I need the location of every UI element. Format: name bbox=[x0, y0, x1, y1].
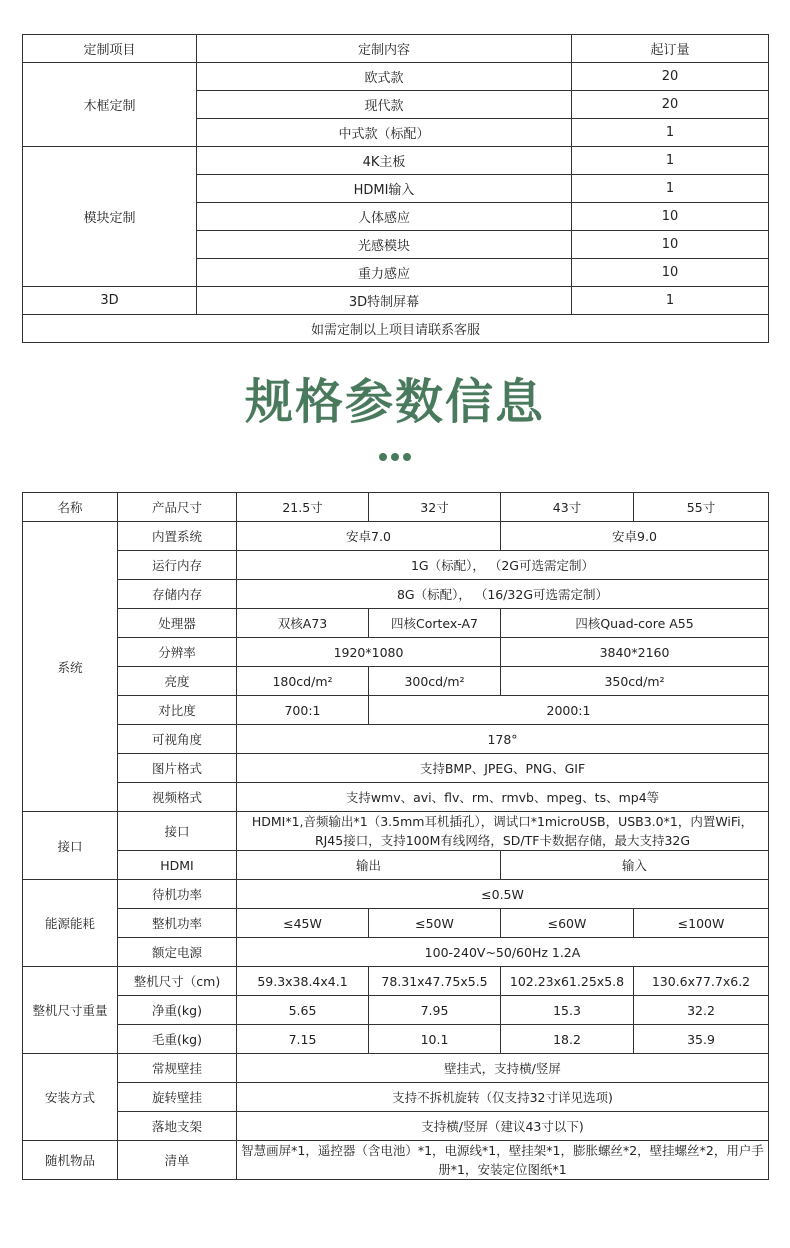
spec-label: 内置系统 bbox=[118, 522, 237, 551]
spec-value: 100-240V~50/60Hz 1.2A bbox=[237, 938, 769, 967]
spec-label: 运行内存 bbox=[118, 551, 237, 580]
spec-value: 支持不拆机旋转（仅支持32寸详见选项) bbox=[237, 1083, 769, 1112]
category-accessories: 随机物品 bbox=[23, 1141, 118, 1180]
spec-value: 10.1 bbox=[369, 1025, 501, 1054]
spec-label: 处理器 bbox=[118, 609, 237, 638]
min-order: 10 bbox=[572, 259, 769, 287]
min-order: 1 bbox=[572, 119, 769, 147]
spec-label: 整机尺寸（cm) bbox=[118, 967, 237, 996]
spec-value: 四核Cortex-A7 bbox=[369, 609, 501, 638]
spec-value: 输入 bbox=[501, 851, 769, 880]
spec-value: 18.2 bbox=[501, 1025, 634, 1054]
size-column: 21.5寸 bbox=[237, 493, 369, 522]
custom-header-row bbox=[23, 35, 769, 63]
spec-label: 待机功率 bbox=[118, 880, 237, 909]
custom-item: 4K主板 bbox=[197, 147, 572, 175]
spec-value: 输出 bbox=[237, 851, 501, 880]
group-label: 木框定制 bbox=[23, 63, 197, 147]
category-install: 安装方式 bbox=[23, 1054, 118, 1141]
spec-value: 安卓7.0 bbox=[237, 522, 501, 551]
min-order: 10 bbox=[572, 231, 769, 259]
spec-label: 对比度 bbox=[118, 696, 237, 725]
spec-value: 32.2 bbox=[634, 996, 769, 1025]
spec-value: 四核Quad-core A55 bbox=[501, 609, 769, 638]
spec-value: 350cd/m² bbox=[501, 667, 769, 696]
spec-label: 净重(kg) bbox=[118, 996, 237, 1025]
group-label: 3D bbox=[23, 287, 197, 315]
spec-value: 300cd/m² bbox=[369, 667, 501, 696]
spec-label: HDMI bbox=[118, 851, 237, 880]
table-row bbox=[23, 551, 769, 580]
table-row bbox=[23, 938, 769, 967]
custom-item: 人体感应 bbox=[197, 203, 572, 231]
spec-value: 1920*1080 bbox=[237, 638, 501, 667]
table-row bbox=[23, 609, 769, 638]
spec-value: ≤45W bbox=[237, 909, 369, 938]
min-order: 1 bbox=[572, 147, 769, 175]
group-label: 模块定制 bbox=[23, 147, 197, 287]
table-row bbox=[23, 1112, 769, 1141]
spec-value: 59.3x38.4x4.1 bbox=[237, 967, 369, 996]
table-row bbox=[23, 1025, 769, 1054]
spec-label: 接口 bbox=[118, 812, 237, 851]
min-order: 1 bbox=[572, 175, 769, 203]
table-row bbox=[23, 287, 769, 315]
spec-label: 旋转壁挂 bbox=[118, 1083, 237, 1112]
dot-icon bbox=[403, 453, 411, 461]
table-row bbox=[23, 1141, 769, 1180]
spec-label: 落地支架 bbox=[118, 1112, 237, 1141]
table-row bbox=[23, 812, 769, 851]
dot-icon bbox=[391, 453, 399, 461]
table-row bbox=[23, 880, 769, 909]
spec-value: 7.15 bbox=[237, 1025, 369, 1054]
name-header: 名称 bbox=[23, 493, 118, 522]
spec-value: 支持横/竖屏（建议43寸以下) bbox=[237, 1112, 769, 1141]
spec-label: 分辨率 bbox=[118, 638, 237, 667]
min-order: 20 bbox=[572, 91, 769, 119]
table-row bbox=[23, 147, 769, 175]
table-row bbox=[23, 996, 769, 1025]
size-column: 43寸 bbox=[501, 493, 634, 522]
spec-label: 存储内存 bbox=[118, 580, 237, 609]
spec-label: 亮度 bbox=[118, 667, 237, 696]
spec-value: 15.3 bbox=[501, 996, 634, 1025]
table-row bbox=[23, 967, 769, 996]
min-order: 1 bbox=[572, 287, 769, 315]
spec-value: ≤60W bbox=[501, 909, 634, 938]
spec-value: 3840*2160 bbox=[501, 638, 769, 667]
custom-footer-note: 如需定制以上项目请联系客服 bbox=[23, 315, 769, 343]
spec-value: 2000:1 bbox=[369, 696, 769, 725]
spec-label: 毛重(kg) bbox=[118, 1025, 237, 1054]
min-order: 10 bbox=[572, 203, 769, 231]
table-row bbox=[23, 63, 769, 91]
spec-value: 78.31x47.75x5.5 bbox=[369, 967, 501, 996]
min-order: 20 bbox=[572, 63, 769, 91]
customization-table bbox=[22, 34, 769, 343]
table-row bbox=[23, 315, 769, 343]
spec-value: 102.23x61.25x5.8 bbox=[501, 967, 634, 996]
spec-header-row bbox=[23, 493, 769, 522]
table-row bbox=[23, 754, 769, 783]
spec-value: 178° bbox=[237, 725, 769, 754]
table-row bbox=[23, 696, 769, 725]
spec-value: 5.65 bbox=[237, 996, 369, 1025]
spec-value: 180cd/m² bbox=[237, 667, 369, 696]
custom-item: 3D特制屏幕 bbox=[197, 287, 572, 315]
spec-value: 支持BMP、JPEG、PNG、GIF bbox=[237, 754, 769, 783]
spec-value: ≤0.5W bbox=[237, 880, 769, 909]
spec-value: 8G（标配）， （16/32G可选需定制） bbox=[237, 580, 769, 609]
spec-value: 1G（标配）， （2G可选需定制） bbox=[237, 551, 769, 580]
spec-label: 整机功率 bbox=[118, 909, 237, 938]
table-row bbox=[23, 1083, 769, 1112]
table-row bbox=[23, 1054, 769, 1083]
spec-label: 额定电源 bbox=[118, 938, 237, 967]
table-row bbox=[23, 667, 769, 696]
custom-item: 欧式款 bbox=[197, 63, 572, 91]
custom-item: 光感模块 bbox=[197, 231, 572, 259]
category-power: 能源能耗 bbox=[23, 880, 118, 967]
table-row bbox=[23, 580, 769, 609]
table-row bbox=[23, 851, 769, 880]
custom-item: HDMI输入 bbox=[197, 175, 572, 203]
size-column: 55寸 bbox=[634, 493, 769, 522]
custom-item: 现代款 bbox=[197, 91, 572, 119]
section-heading: 规格参数信息 bbox=[244, 374, 545, 430]
table-row bbox=[23, 725, 769, 754]
table-row bbox=[23, 522, 769, 551]
column-header: 起订量 bbox=[572, 35, 769, 63]
specification-table bbox=[22, 492, 769, 1180]
spec-label: 视频格式 bbox=[118, 783, 237, 812]
spec-value: 壁挂式，支持横/竖屏 bbox=[237, 1054, 769, 1083]
spec-value: 7.95 bbox=[369, 996, 501, 1025]
spec-value: 安卓9.0 bbox=[501, 522, 769, 551]
table-row bbox=[23, 638, 769, 667]
spec-value: ≤50W bbox=[369, 909, 501, 938]
spec-value: HDMI*1,音频输出*1（3.5mm耳机插孔），调试口*1microUSB，USB3.0*1，内置WiFi，RJ45接口，支持100M有线网络，SD/TF卡数据存储，最大支持32G bbox=[237, 812, 769, 851]
custom-item: 重力感应 bbox=[197, 259, 572, 287]
spec-value: 支持wmv、avi、flv、rm、rmvb、mpeg、ts、mp4等 bbox=[237, 783, 769, 812]
dot-icon bbox=[379, 453, 387, 461]
table-row bbox=[23, 909, 769, 938]
column-header: 定制项目 bbox=[23, 35, 197, 63]
spec-label: 常规壁挂 bbox=[118, 1054, 237, 1083]
custom-item: 中式款（标配） bbox=[197, 119, 572, 147]
spec-value: 700:1 bbox=[237, 696, 369, 725]
spec-value: ≤100W bbox=[634, 909, 769, 938]
column-header: 定制内容 bbox=[197, 35, 572, 63]
size-column: 32寸 bbox=[369, 493, 501, 522]
category-interface: 接口 bbox=[23, 812, 118, 880]
spec-label: 清单 bbox=[118, 1141, 237, 1180]
spec-value: 130.6x77.7x6.2 bbox=[634, 967, 769, 996]
category-system: 系统 bbox=[23, 522, 118, 812]
category-dimensions: 整机尺寸重量 bbox=[23, 967, 118, 1054]
size-header: 产品尺寸 bbox=[118, 493, 237, 522]
spec-label: 图片格式 bbox=[118, 754, 237, 783]
spec-value: 智慧画屏*1，遥控器（含电池）*1，电源线*1，壁挂架*1，膨胀螺丝*2，壁挂螺丝*2，用户手册*1，安装定位图纸*1 bbox=[237, 1141, 769, 1180]
heading-dots-decoration bbox=[0, 446, 790, 465]
table-row bbox=[23, 783, 769, 812]
spec-label: 可视角度 bbox=[118, 725, 237, 754]
spec-value: 双核A73 bbox=[237, 609, 369, 638]
spec-value: 35.9 bbox=[634, 1025, 769, 1054]
